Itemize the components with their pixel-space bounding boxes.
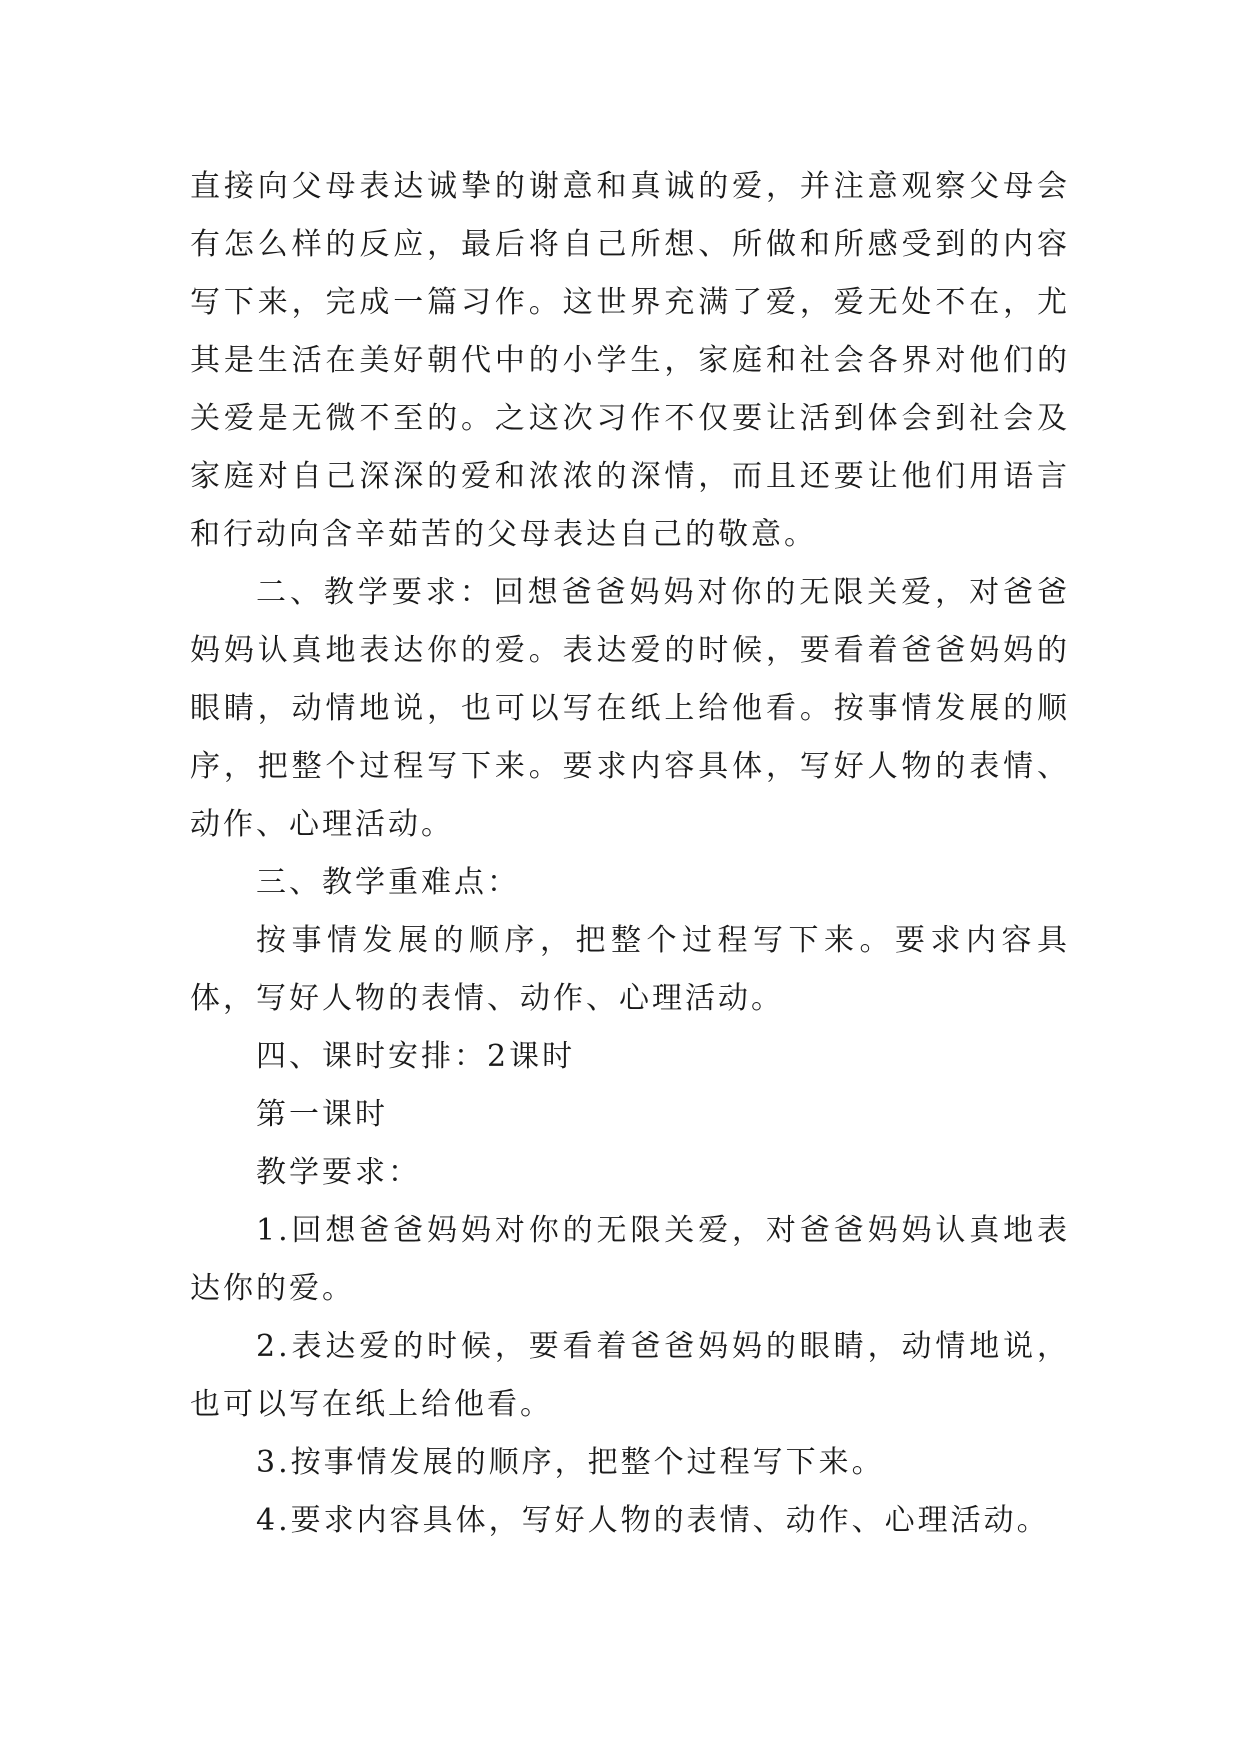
list-item-2: 2.表达爱的时候，要看着爸爸妈妈的眼睛，动情地说，也可以写在纸上给他看。: [190, 1329, 1070, 1422]
heading-first-lesson: 第一课时: [256, 1097, 388, 1132]
paragraph-class-schedule: 四、课时安排：2课时: [256, 1039, 576, 1074]
document-body: [190, 158, 1070, 1550]
heading-key-difficulties: 三、教学重难点：: [256, 865, 520, 900]
list-item-4: 4.要求内容具体，写好人物的表情、动作、心理活动。: [256, 1503, 1050, 1538]
paragraph-intro: 直接向父母表达诚挚的谢意和真诚的爱，并注意观察父母会有怎么样的反应，最后将自己所想、所做和所感受到的内容写下来，完成一篇习作。这世界充满了爱，爱无处不在，尤其是生活在美好朝代中的小学生，家庭和社会各界对他们的关爱是无微不至的。之这次习作不仅要让活到体会到社会及家庭对自己深深的爱和浓浓的深情，而且还要让他们用语言和行动向含辛茹苦的父母表达自己的敬意。: [190, 169, 1070, 552]
heading-lesson-requirements: 教学要求：: [256, 1155, 421, 1190]
paragraph-teaching-requirements: 二、教学要求：回想爸爸妈妈对你的无限关爱，对爸爸妈妈认真地表达你的爱。表达爱的时候，要看着爸爸妈妈的眼睛，动情地说，也可以写在纸上给他看。按事情发展的顺序，把整个过程写下来。要求内容具体，写好人物的表情、动作、心理活动。: [190, 575, 1070, 842]
list-item-3: 3.按事情发展的顺序，把整个过程写下来。: [256, 1445, 885, 1480]
list-item-1: 1.回想爸爸妈妈对你的无限关爱，对爸爸妈妈认真地表达你的爱。: [190, 1213, 1070, 1306]
paragraph-key-difficulties: 按事情发展的顺序，把整个过程写下来。要求内容具体，写好人物的表情、动作、心理活动。: [190, 923, 1070, 1016]
